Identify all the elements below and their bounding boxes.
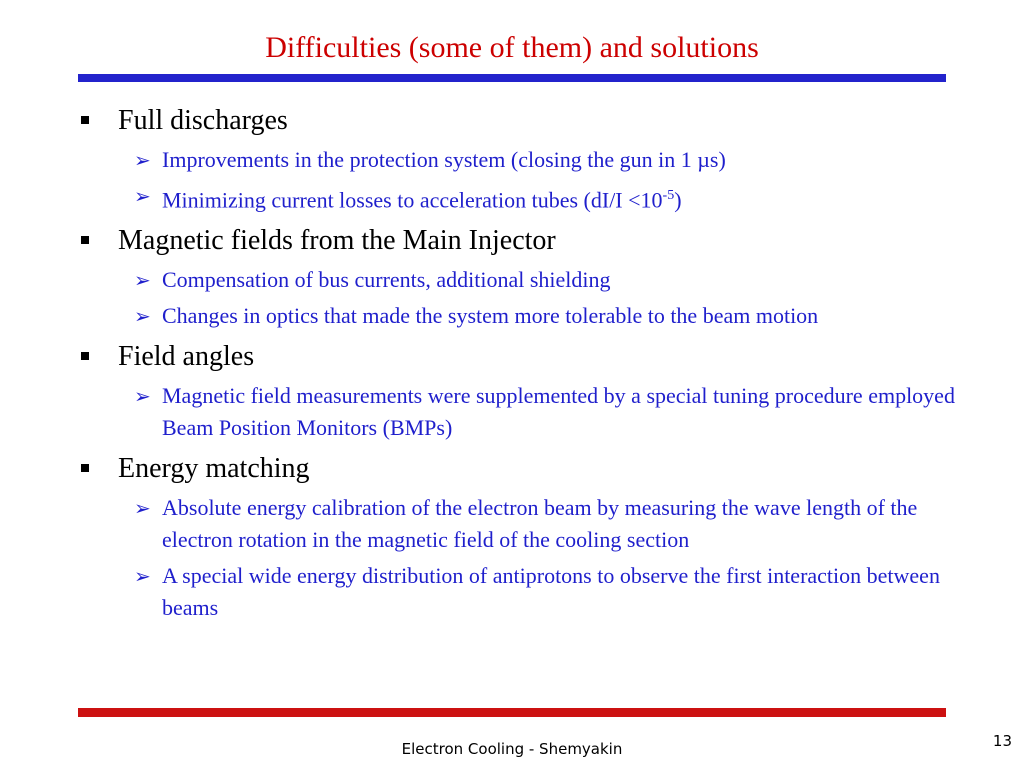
sub-bullet-text: Minimizing current losses to acceleration tubes (dI/I <10 (162, 187, 663, 213)
superscript-exponent: -5 (662, 188, 675, 203)
arrow-bullet-icon: ➢ (134, 268, 151, 293)
sub-bullet (78, 492, 958, 556)
bullet-field-angles (78, 336, 958, 378)
sub-bullet (78, 264, 958, 296)
arrow-bullet-icon: ➢ (134, 384, 151, 409)
sub-bullet-text: Improvements in the protection system (closing the gun in 1 µs) (162, 147, 726, 172)
sub-bullet-text: Absolute energy calibration of the electron beam by measuring the wave length of the electron rotation in the magnetic field of the cooling section (162, 495, 918, 553)
bullet-energy-matching (78, 448, 958, 490)
sub-bullet (78, 380, 958, 444)
page-number: 13 (992, 732, 1012, 750)
sub-bullet (78, 560, 958, 624)
top-divider (78, 74, 946, 82)
bullet-full-discharges (78, 100, 958, 142)
bullet-heading: Full discharges (118, 105, 288, 136)
sub-bullet-text: Compensation of bus currents, additional shielding (162, 267, 611, 293)
slide-content (78, 96, 958, 628)
sub-bullet-text: Changes in optics that made the system more tolerable to the beam motion (162, 303, 819, 329)
bullet-heading: Magnetic fields from the Main Injector (118, 225, 556, 257)
sub-bullet (78, 180, 958, 216)
arrow-bullet-icon: ➢ (134, 304, 151, 329)
sub-bullet (78, 300, 958, 332)
arrow-bullet-icon: ➢ (134, 148, 151, 172)
square-bullet-icon (81, 352, 89, 360)
square-bullet-icon (81, 236, 89, 244)
bullet-heading: Energy matching (118, 453, 310, 485)
bullet-heading: Field angles (118, 341, 255, 373)
square-bullet-icon (81, 464, 89, 472)
sub-bullet (78, 144, 958, 176)
sub-bullet-text: Magnetic field measurements were supplemented by a special tuning procedure employed Beam Position Monitors (BMPs) (162, 383, 955, 441)
sub-bullet-text: A special wide energy distribution of antiprotons to observe the first interaction between beams (162, 563, 940, 621)
square-bullet-icon (81, 116, 89, 124)
bullet-magnetic-fields (78, 220, 958, 262)
arrow-bullet-icon: ➢ (134, 184, 151, 208)
slide-title: Difficulties (some of them) and solutions (265, 31, 759, 64)
sub-bullet-text-tail: ) (674, 187, 682, 213)
arrow-bullet-icon: ➢ (134, 496, 151, 521)
footer-text: Electron Cooling - Shemyakin (401, 740, 623, 758)
arrow-bullet-icon: ➢ (134, 564, 151, 589)
bottom-divider (78, 708, 946, 717)
